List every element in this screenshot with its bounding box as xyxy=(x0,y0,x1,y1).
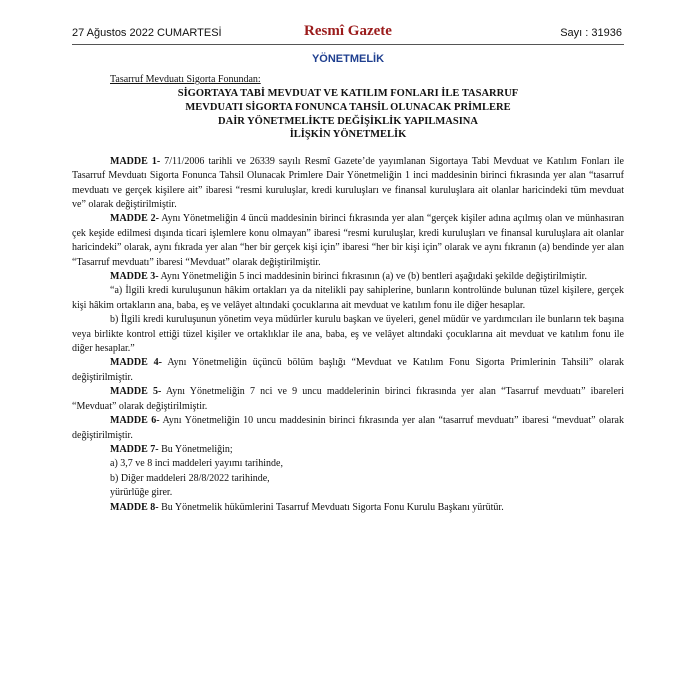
article-text: Aynı Yönetmeliğin üçüncü bölüm başlığı “Mevduat ve Katılım Fonu Sigorta Primlerinin Tahsili” olarak değiştirilmiştir. xyxy=(72,357,625,383)
article-heading: MADDE 6- xyxy=(110,415,160,427)
article-8 xyxy=(72,501,624,515)
article-5 xyxy=(72,385,624,414)
issuing-authority: Tasarruf Mevduatı Sigorta Fonundan: xyxy=(110,74,261,85)
document-body xyxy=(72,73,624,515)
title-line: SİGORTAYA TABİ MEVDUAT VE KATILIM FONLARI İLE TASARRUF xyxy=(177,88,519,100)
article-text: Aynı Yönetmeliğin 10 uncu maddesinin birinci fıkrasında yer alan “tasarruf mevduatı” ibaresi “mevduat” olarak değiştirilmiştir. xyxy=(72,415,624,441)
article-heading: MADDE 2- xyxy=(110,213,159,225)
article-text: 7/11/2006 tarihli ve 26339 sayılı Resmî Gazete’de yayımlanan Sigortaya Tabi Mevduat ve Katılım Fonları ile Tasarruf Mevduatı Sigorta Fonunca Tahsil Olunacak Primlere Dair Yönetmeliğin 1 inci maddesinin birinci fıkrasında yer alan “tasarruf mevduatı ve gerçek kişilere ait” ibaresi “resmi kuruluşlar, kredi kuruluşları ve finansal kuruluşlara ait olanlar haricindeki tüm mevduat ve” olarak değiştirilmiştir. xyxy=(72,155,624,210)
article-1 xyxy=(72,155,624,213)
article-text: Bu Yönetmeliğin; xyxy=(158,443,233,455)
article-heading: MADDE 8- xyxy=(110,501,159,513)
article-3-clause-a: “a) İlgili kredi kuruluşunun hâkim ortakları ya da nitelikli pay sahiplerine, bunların kontrolünde bulunan tüzel kişilere, gerçek kişi hâkim ortakların ana, baba, eş ve velâyet altındaki çocuklarına ait mevduat ve katılım fonu ile diğer hesaplar. xyxy=(72,285,624,311)
gazette-header xyxy=(72,22,624,45)
title-line: DAİR YÖNETMELİKTE DEĞİŞİKLİK YAPILMASINA xyxy=(218,115,478,127)
article-6 xyxy=(72,414,624,443)
article-2 xyxy=(72,212,624,270)
title-line: MEVDUATI SİGORTA FONUNCA TAHSİL OLUNACAK PRİMLERE xyxy=(185,102,511,113)
gazette-title: Resmî Gazete xyxy=(304,23,392,39)
issue-number: Sayı : 31936 xyxy=(560,27,622,39)
article-heading: MADDE 4- xyxy=(110,357,162,369)
issue-date: 27 Ağustos 2022 CUMARTESİ xyxy=(72,27,222,39)
article-heading: MADDE 7- xyxy=(110,443,159,455)
article-7-clause-b: b) Diğer maddeleri 28/8/2022 tarihinde, xyxy=(110,472,270,484)
article-7-clause-a: a) 3,7 ve 8 inci maddeleri yayımı tarihinde, xyxy=(110,458,283,470)
article-text: Aynı Yönetmeliğin 7 nci ve 9 uncu maddelerinin birinci fıkrasında yer alan “Tasarruf mevduatı” ibareleri “Mevduat” olarak değiştirilmiştir. xyxy=(72,386,624,412)
regulation-title xyxy=(72,87,624,141)
article-7 xyxy=(72,443,624,457)
article-text: Bu Yönetmelik hükümlerini Tasarruf Mevduatı Sigorta Fonu Kurulu Başkanı yürütür. xyxy=(158,501,504,513)
article-4 xyxy=(72,356,624,385)
article-heading: MADDE 3- xyxy=(110,271,159,283)
section-heading: YÖNETMELİK xyxy=(311,53,385,65)
article-heading: MADDE 5- xyxy=(110,386,162,398)
article-text: Aynı Yönetmeliğin 5 inci maddesinin birinci fıkrasının (a) ve (b) bentleri aşağıdaki şekilde değiştirilmiştir. xyxy=(158,271,587,283)
article-text: Aynı Yönetmeliğin 4 üncü maddesinin birinci fıkrasında yer alan “gerçek kişiler adına açılmış olan ve münhasıran çek keşide edilmesi dışında ticari işlemlere konu olmayan” ibaresi “resmi kuruluşlar, kredi kuruluşları ve finansal kuruluşlara ait olanlar haricindeki” olarak, aynı fıkrada yer alan “her bir gerçek kişi için” ibaresi “her bir kişi için” olarak ve aynı fıkranın (a) bendinde yer alan “Tasarruf mevduatı” ibaresi “Mevduat” olarak değiştirilmiştir. xyxy=(72,213,624,268)
article-heading: MADDE 1- xyxy=(110,155,161,167)
title-line: İLİŞKİN YÖNETMELİK xyxy=(289,129,407,141)
article-3 xyxy=(72,270,624,284)
article-3-clause-b: b) İlgili kredi kuruluşunun yönetim veya müdürler kurulu başkan ve üyeleri, genel müdür ve yardımcıları ile bunların tek başına veya birlikte kontrol ettiği tüzel kişiler ve ortaklıklar ile ana, baba, eş ve velâyet altındaki çocuklarına ait mevduat ve katılım fonu ile diğer hesaplar.” xyxy=(72,314,624,355)
article-7-effective: yürürlüğe girer. xyxy=(110,487,173,499)
